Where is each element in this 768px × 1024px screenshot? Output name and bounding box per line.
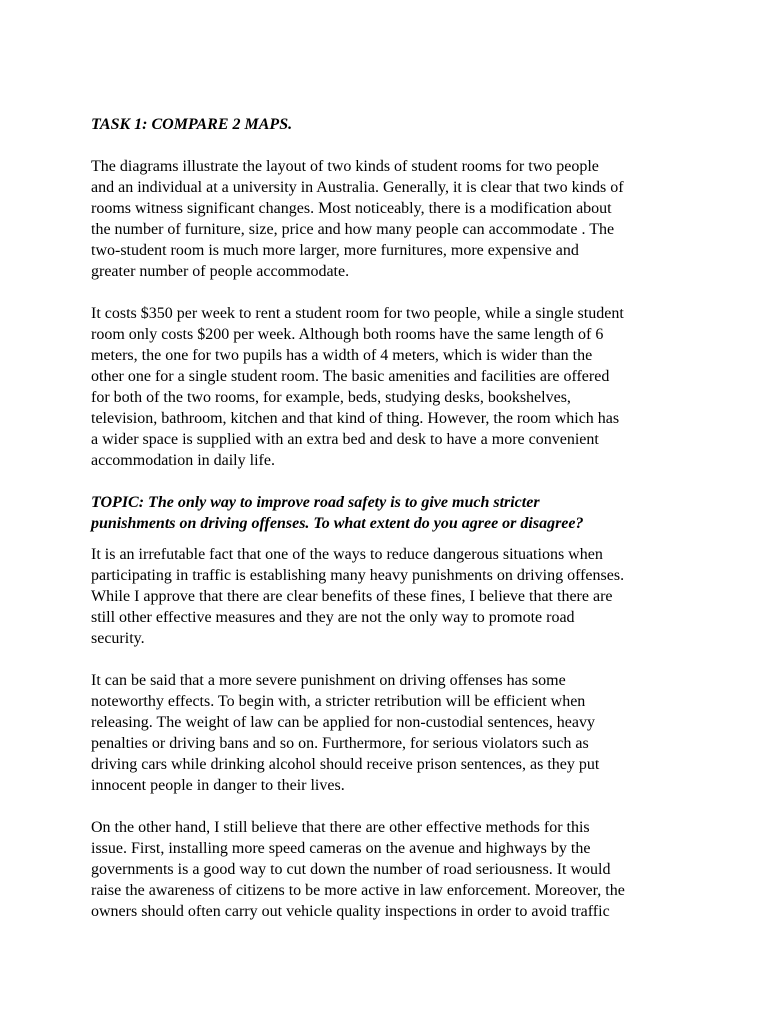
text-line: greater number of people accommodate. <box>91 263 350 280</box>
text-line: The diagrams illustrate the layout of two kinds of student rooms for two people <box>91 158 599 175</box>
text-line: rooms witness significant changes. Most noticeably, there is a modification about <box>91 200 612 217</box>
text-line: While I approve that there are clear benefits of these fines, I believe that there are <box>91 588 613 605</box>
text-line: punishments on driving offenses. To what extent do you agree or disagree? <box>91 515 584 532</box>
text-line: room only costs $200 per week. Although both rooms have the same length of 6 <box>91 326 604 343</box>
text-line: a wider space is supplied with an extra bed and desk to have a more convenient <box>91 431 599 448</box>
text-line: innocent people in danger to their lives. <box>91 777 345 794</box>
paragraph-essay-intro <box>91 544 683 649</box>
text-line: television, bathroom, kitchen and that kind of thing. However, the room which has <box>91 410 620 427</box>
text-line: participating in traffic is establishing many heavy punishments on driving offenses. <box>91 567 625 584</box>
topic-heading <box>91 492 683 534</box>
text-line: security. <box>91 630 145 647</box>
text-line: raise the awareness of citizens to be more active in law enforcement. Moreover, the <box>91 882 625 899</box>
text-line: It costs $350 per week to rent a student room for two people, while a single student <box>91 305 624 322</box>
text-line: issue. First, installing more speed cameras on the avenue and highways by the <box>91 840 591 857</box>
task-title: TASK 1: COMPARE 2 MAPS. <box>91 116 293 133</box>
text-line: governments is a good way to cut down the number of road seriousness. It would <box>91 861 611 878</box>
text-line: noteworthy effects. To begin with, a stricter retribution will be efficient when <box>91 693 586 710</box>
text-line: TOPIC: The only way to improve road safety is to give much stricter <box>91 494 540 511</box>
text-line: penalties or driving bans and so on. Furthermore, for serious violators such as <box>91 735 589 752</box>
text-line: It is an irrefutable fact that one of the ways to reduce dangerous situations when <box>91 546 603 563</box>
text-line: meters, the one for two pupils has a width of 4 meters, which is wider than the <box>91 347 593 364</box>
text-line: still other effective measures and they are not the only way to promote road <box>91 609 575 626</box>
text-line: other one for a single student room. The basic amenities and facilities are offered <box>91 368 610 385</box>
text-line: the number of furniture, size, price and how many people can accommodate . The <box>91 221 615 238</box>
document-page <box>91 114 683 943</box>
text-line: It can be said that a more severe punishment on driving offenses has some <box>91 672 566 689</box>
paragraph-task1-overview <box>91 156 683 282</box>
text-line: owners should often carry out vehicle quality inspections in order to avoid traffic <box>91 903 610 920</box>
text-line: two-student room is much more larger, more furnitures, more expensive and <box>91 242 579 259</box>
paragraph-task1-details <box>91 303 683 471</box>
text-line: and an individual at a university in Australia. Generally, it is clear that two kinds of <box>91 179 624 196</box>
text-line: driving cars while drinking alcohol should receive prison sentences, as they put <box>91 756 600 773</box>
text-line: accommodation in daily life. <box>91 452 275 469</box>
paragraph-essay-body2 <box>91 817 683 922</box>
text-line: for both of the two rooms, for example, beds, studying desks, bookshelves, <box>91 389 571 406</box>
paragraph-essay-body1 <box>91 670 683 796</box>
text-line: releasing. The weight of law can be applied for non-custodial sentences, heavy <box>91 714 595 731</box>
text-line: On the other hand, I still believe that there are other effective methods for this <box>91 819 590 836</box>
